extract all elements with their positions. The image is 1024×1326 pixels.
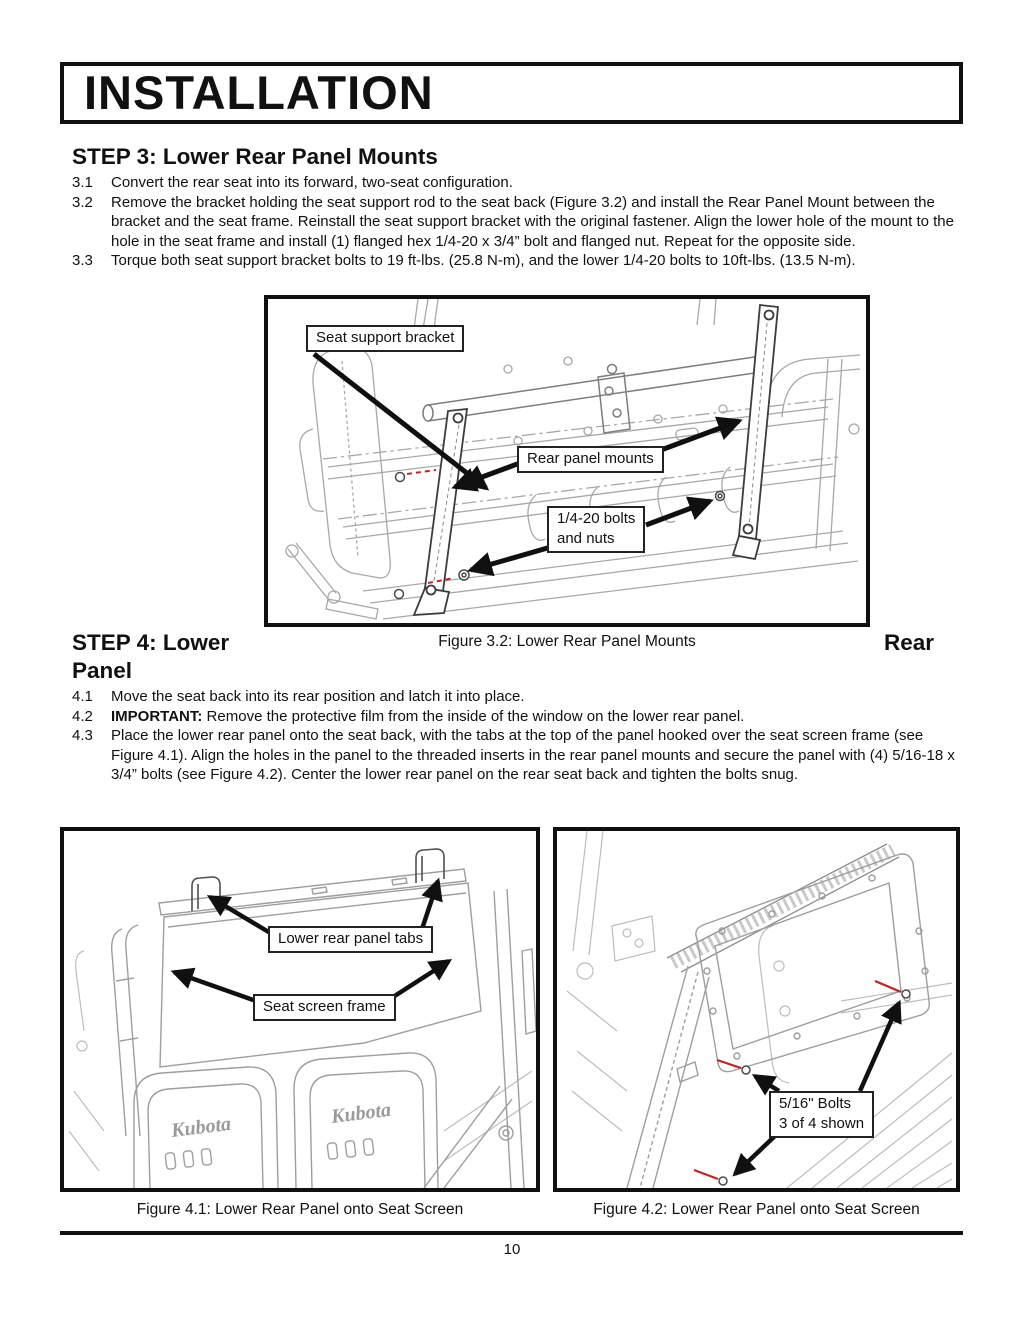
figure-4-2-caption: Figure 4.2: Lower Rear Panel onto Seat Screen	[593, 1201, 920, 1218]
callout-label: 1/4-20 bolts	[557, 510, 636, 527]
step4-list	[72, 687, 960, 785]
step-text	[111, 707, 960, 727]
step4-heading-left: STEP 4: Lower	[72, 630, 230, 655]
step-text	[111, 687, 960, 707]
callout-seat-support-bracket	[306, 325, 464, 352]
callout-label: Rear panel mounts	[527, 450, 654, 467]
list-item	[72, 173, 960, 193]
step4-heading-line2: Panel	[72, 658, 133, 683]
step-text-body: Place the lower rear panel onto the seat back, with the tabs at the top of the panel hooked over the seat screen frame (see Figure 4.1). Align the holes in the panel to the threaded inserts in the rear panel mounts and secure the panel with (4) 5/16-18 x 3/4” bolts (see Figure 4.2). Center the lower rear panel on the rear seat back and tighten the bolts snug.	[111, 727, 955, 784]
step3-heading: STEP 3: Lower Rear Panel Mounts	[72, 144, 438, 169]
step-text	[111, 251, 960, 271]
page-title: INSTALLATION	[84, 66, 434, 119]
step4-heading-right: Rear	[884, 630, 935, 655]
callout-516-bolts	[769, 1091, 874, 1138]
figure-4-2	[553, 827, 960, 1192]
callout-label: 3 of 4 shown	[779, 1115, 865, 1132]
page-number: 10	[503, 1241, 521, 1258]
callout-quarter20-bolts	[547, 506, 645, 553]
step-text	[111, 193, 960, 252]
callout-label: Lower rear panel tabs	[278, 930, 424, 947]
step-number: 4.3	[72, 727, 93, 745]
list-item	[72, 251, 960, 271]
step-number: 4.2	[72, 707, 93, 725]
step-text	[111, 726, 960, 785]
step-text-body: Remove the protective film from the inside of the window on the lower rear panel.	[202, 707, 745, 725]
footer-rule	[60, 1231, 963, 1235]
figure-3-2-caption: Figure 3.2: Lower Rear Panel Mounts	[438, 633, 696, 650]
callout-label: Seat support bracket	[316, 329, 455, 346]
seat-logo-text: Kubota	[169, 1112, 233, 1142]
installation-title-box	[60, 62, 963, 124]
seat-logo-text: Kubota	[329, 1098, 393, 1128]
callout-rear-panel-mounts	[517, 446, 664, 473]
list-item	[72, 726, 960, 785]
list-item	[72, 193, 960, 252]
figure-4-1	[60, 827, 540, 1192]
figure-4-1-caption: Figure 4.1: Lower Rear Panel onto Seat Screen	[136, 1201, 464, 1218]
callout-label: 5/16" Bolts	[779, 1095, 852, 1112]
callout-label: and nuts	[557, 530, 615, 547]
callout-label: Seat screen frame	[263, 998, 386, 1015]
list-item	[72, 687, 960, 707]
step-text-bold: IMPORTANT:	[111, 707, 203, 725]
callout-lower-rear-panel-tabs	[268, 926, 433, 953]
figure-4-2-drawing	[557, 831, 956, 1188]
step-number: 3.1	[72, 174, 93, 191]
step-text-body: Convert the rear seat into its forward, two-seat configuration.	[111, 174, 513, 191]
step-text-body: Remove the bracket holding the seat support rod to the seat back (Figure 3.2) and install the Rear Panel Mount between the bracket and the seat frame. Reinstall the seat support bracket with the original fastener. Align the lower hole of the mount to the hole in the seat frame and install (1) flanged hex 1/4-20 x 3/4” bolt and flanged nut. Repeat for the opposite side.	[111, 193, 954, 250]
step-text-body: Move the seat back into its rear position and latch it into place.	[111, 688, 525, 705]
callout-seat-screen-frame	[253, 994, 396, 1021]
step-text	[111, 173, 960, 193]
list-item	[72, 707, 960, 727]
step3-list	[72, 173, 960, 271]
step-number: 3.3	[72, 252, 93, 270]
step-number: 3.2	[72, 193, 93, 211]
step-text-body: Torque both seat support bracket bolts to 19 ft-lbs. (25.8 N-m), and the lower 1/4-20 bolts to 10ft-lbs. (13.5 N-m).	[111, 252, 856, 270]
step-number: 4.1	[72, 688, 93, 705]
figure-3-2	[264, 295, 870, 627]
